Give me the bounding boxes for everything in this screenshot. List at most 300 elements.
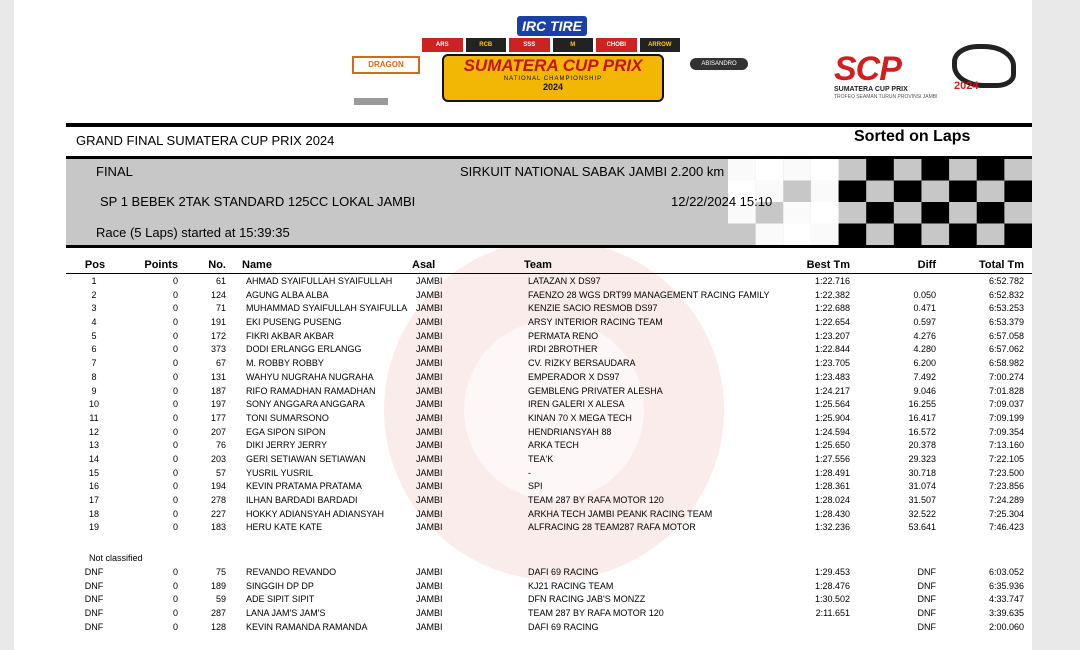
cell-name: RIFO RAMADHAN RAMADHAN bbox=[246, 385, 376, 396]
cell-team: KINAN 70 X MEGA TECH bbox=[528, 412, 632, 423]
cell-total: 2:00.060 bbox=[988, 621, 1024, 632]
cell-best: 1:28.361 bbox=[814, 481, 850, 492]
cell-name: SINGGIH DP DP bbox=[246, 580, 314, 591]
divider bbox=[66, 245, 1032, 248]
flag-square bbox=[783, 224, 811, 246]
cell-pos: 9 bbox=[91, 385, 97, 396]
cell-pos: 17 bbox=[88, 495, 99, 505]
cell-pos: DNF bbox=[84, 567, 104, 577]
cell-team: PERMATA RENO bbox=[528, 330, 599, 341]
cell-no: 61 bbox=[215, 276, 226, 286]
table-row bbox=[66, 288, 1032, 302]
cell-asal: JAMBI bbox=[416, 608, 443, 619]
table-row bbox=[66, 274, 1032, 288]
cell-total: 7:01.828 bbox=[988, 385, 1024, 396]
cell-no: 183 bbox=[210, 522, 226, 533]
flag-square bbox=[783, 159, 811, 181]
cell-no: 203 bbox=[210, 453, 226, 464]
cell-best: 1:25.904 bbox=[814, 412, 850, 423]
cell-points: 0 bbox=[172, 453, 178, 464]
cell-points: 0 bbox=[172, 412, 178, 423]
not-classified-table bbox=[66, 565, 1032, 633]
table-row bbox=[66, 315, 1032, 329]
scp-logo-year: 2024 bbox=[954, 80, 979, 92]
table-row bbox=[66, 507, 1032, 521]
cell-total: 7:09.354 bbox=[988, 426, 1024, 437]
col-diff: Diff bbox=[917, 259, 936, 271]
cell-asal: JAMBI bbox=[416, 594, 443, 605]
cell-asal: JAMBI bbox=[416, 508, 443, 519]
sumatera-cup-prix-logo bbox=[422, 16, 680, 100]
cell-pos: DNF bbox=[84, 580, 104, 591]
flag-square bbox=[839, 181, 867, 203]
cell-points: 0 bbox=[172, 567, 178, 577]
cell-no: 177 bbox=[210, 412, 226, 423]
cell-total: 6:53.253 bbox=[988, 303, 1024, 314]
event-banner bbox=[442, 54, 664, 102]
cell-diff: 7.492 bbox=[913, 371, 936, 382]
cell-diff: 9.046 bbox=[913, 385, 936, 396]
cell-points: 0 bbox=[172, 608, 178, 619]
cell-best: 1:22.382 bbox=[814, 289, 850, 300]
cell-team: KENZIE SACIO RESMOB DS97 bbox=[528, 303, 658, 314]
cell-pos: 2 bbox=[91, 289, 97, 300]
cell-no: 194 bbox=[210, 481, 226, 492]
cell-total: 7:09.199 bbox=[988, 412, 1024, 423]
cell-name: SONY ANGGARA ANGGARA bbox=[246, 399, 365, 410]
cell-points: 0 bbox=[172, 371, 178, 382]
cell-no: 75 bbox=[215, 567, 226, 577]
sponsor-logo: M bbox=[553, 38, 594, 52]
cell-team: TEA'K bbox=[528, 453, 554, 464]
race-info: Race (5 Laps) started at 15:39:35 bbox=[96, 225, 290, 240]
cell-asal: JAMBI bbox=[416, 344, 443, 355]
flag-square bbox=[1004, 224, 1032, 246]
checkered-flag-icon bbox=[728, 159, 1032, 245]
cell-points: 0 bbox=[172, 289, 178, 300]
cell-total: 7:46.423 bbox=[988, 522, 1024, 533]
event-title: GRAND FINAL SUMATERA CUP PRIX 2024 bbox=[76, 133, 335, 148]
flag-square bbox=[977, 202, 1005, 224]
flag-square bbox=[756, 159, 784, 181]
cell-best: 1:22.654 bbox=[814, 317, 850, 328]
cell-points: 0 bbox=[172, 303, 178, 314]
cell-team: GEMBLENG PRIVATER ALESHA bbox=[528, 385, 663, 396]
col-name: Name bbox=[242, 259, 272, 271]
table-row bbox=[66, 438, 1032, 452]
cell-best: 1:25.650 bbox=[814, 440, 850, 451]
sponsor-logo: RCB bbox=[466, 38, 507, 52]
cell-diff: 0.471 bbox=[913, 303, 936, 314]
cell-best: 1:22.716 bbox=[814, 276, 850, 286]
table-row bbox=[66, 329, 1032, 343]
cell-pos: 5 bbox=[91, 330, 97, 341]
results-body bbox=[66, 274, 1032, 534]
cell-pos: 1 bbox=[91, 276, 97, 286]
cell-diff: 4.276 bbox=[913, 330, 936, 341]
cell-team: ARKHA TECH JAMBI PEANK RACING TEAM bbox=[528, 508, 713, 519]
cell-pos: 19 bbox=[88, 522, 99, 533]
cell-best: 1:25.564 bbox=[814, 399, 850, 410]
cell-asal: JAMBI bbox=[416, 426, 443, 437]
sponsor-logo: CHOBI bbox=[596, 38, 637, 52]
cell-diff: 29.323 bbox=[908, 453, 936, 464]
cell-name: DODI ERLANGG ERLANGG bbox=[246, 344, 362, 355]
not-classified-label: Not classified bbox=[89, 553, 143, 563]
cell-diff: 0.050 bbox=[913, 289, 936, 300]
col-best: Best Tm bbox=[806, 259, 850, 271]
cell-diff: 16.255 bbox=[908, 399, 936, 410]
cell-best: 1:23.483 bbox=[814, 371, 850, 382]
cell-diff: 32.522 bbox=[908, 508, 936, 519]
cell-total: 6:03.052 bbox=[988, 567, 1024, 577]
cell-asal: JAMBI bbox=[416, 330, 443, 341]
table-row bbox=[66, 493, 1032, 507]
cell-name: GERI SETIAWAN SETIAWAN bbox=[246, 453, 366, 464]
col-asal: Asal bbox=[412, 259, 436, 271]
cell-total: 7:23.500 bbox=[988, 467, 1024, 478]
cell-pos: 14 bbox=[88, 453, 99, 464]
cell-no: 57 bbox=[215, 467, 226, 478]
col-team: Team bbox=[524, 259, 552, 271]
cell-diff: 4.280 bbox=[913, 344, 936, 355]
cell-points: 0 bbox=[172, 580, 178, 591]
cell-no: 189 bbox=[210, 580, 226, 591]
flag-square bbox=[811, 159, 839, 181]
cell-total: 7:00.274 bbox=[988, 371, 1024, 382]
cell-diff: DNF bbox=[917, 608, 936, 619]
cell-team: ARSY INTERIOR RACING TEAM bbox=[528, 317, 663, 328]
flag-square bbox=[949, 224, 977, 246]
cell-no: 59 bbox=[215, 594, 226, 605]
cell-name: HERU KATE KATE bbox=[246, 522, 323, 533]
cell-name: LANA JAM'S JAM'S bbox=[246, 608, 326, 619]
sponsor-logo: ARS bbox=[422, 38, 463, 52]
cell-pos: 12 bbox=[88, 426, 99, 437]
cell-team: TEAM 287 BY RAFA MOTOR 120 bbox=[528, 608, 664, 619]
cell-pos: 16 bbox=[88, 481, 99, 492]
cell-best: 1:27.556 bbox=[814, 453, 850, 464]
table-row bbox=[66, 592, 1032, 606]
dragon-logo: DRAGON bbox=[352, 56, 420, 74]
cell-name: WAHYU NUGRAHA NUGRAHA bbox=[246, 371, 374, 382]
cell-total: 3:39.635 bbox=[988, 608, 1024, 619]
cell-no: 197 bbox=[210, 399, 226, 410]
cell-pos: 11 bbox=[89, 412, 99, 423]
cell-team: EMPERADOR X DS97 bbox=[528, 371, 620, 382]
results-page bbox=[14, 0, 1032, 650]
cell-points: 0 bbox=[172, 508, 178, 519]
cell-diff: 31.507 bbox=[908, 495, 936, 505]
cell-asal: JAMBI bbox=[416, 453, 443, 464]
flag-square bbox=[756, 224, 784, 246]
cell-best: 1:30.502 bbox=[814, 594, 850, 605]
table-row bbox=[66, 425, 1032, 439]
cell-no: 76 bbox=[215, 440, 226, 451]
cell-no: 227 bbox=[210, 508, 226, 519]
cell-team: LATAZAN X DS97 bbox=[528, 276, 601, 286]
cell-total: 6:52.832 bbox=[988, 289, 1024, 300]
flag-square bbox=[811, 181, 839, 203]
cell-no: 207 bbox=[210, 426, 226, 437]
results-table bbox=[66, 257, 1032, 534]
cell-pos: 7 bbox=[91, 358, 97, 369]
flag-square bbox=[728, 159, 756, 181]
flag-square bbox=[921, 202, 949, 224]
cell-total: 6:57.058 bbox=[988, 330, 1024, 341]
cell-points: 0 bbox=[172, 276, 178, 286]
cell-pos: DNF bbox=[84, 608, 104, 619]
cell-asal: JAMBI bbox=[416, 467, 443, 478]
cell-diff: DNF bbox=[917, 594, 936, 605]
cell-name: DIKI JERRY JERRY bbox=[246, 440, 328, 451]
cell-total: 7:23.856 bbox=[988, 481, 1024, 492]
cell-asal: JAMBI bbox=[416, 385, 443, 396]
flag-square bbox=[894, 224, 922, 246]
flag-square bbox=[783, 202, 811, 224]
cell-points: 0 bbox=[172, 358, 178, 369]
cell-team: CV. RIZKY BERSAUDARA bbox=[528, 358, 636, 369]
cell-asal: JAMBI bbox=[416, 303, 443, 314]
table-row bbox=[66, 520, 1032, 534]
cell-asal: JAMBI bbox=[416, 440, 443, 451]
cell-best: 1:22.844 bbox=[814, 344, 850, 355]
cell-no: 131 bbox=[210, 371, 226, 382]
cell-asal: JAMBI bbox=[416, 621, 443, 632]
banner-title: SUMATERA CUP PRIX bbox=[463, 56, 643, 75]
cell-no: 172 bbox=[210, 330, 226, 341]
cell-name: ADE SIPIT SIPIT bbox=[246, 594, 315, 605]
cell-best: 1:32.236 bbox=[814, 522, 850, 533]
cell-no: 373 bbox=[210, 344, 226, 355]
flag-square bbox=[866, 202, 894, 224]
table-row bbox=[66, 606, 1032, 620]
flag-square bbox=[811, 224, 839, 246]
irc-tire-logo: IRC TIRE bbox=[517, 16, 587, 36]
cell-points: 0 bbox=[172, 481, 178, 492]
table-row bbox=[66, 301, 1032, 315]
cell-total: 4:33.747 bbox=[988, 594, 1024, 605]
cell-asal: JAMBI bbox=[416, 289, 443, 300]
cell-team: DFN RACING JAB'S MONZZ bbox=[528, 594, 646, 605]
scp-logo-tagline: TROFEO SEAMAN TURUN PROVINSI JAMBI bbox=[834, 94, 938, 100]
cell-best: 2:11.651 bbox=[815, 608, 850, 619]
cell-pos: 6 bbox=[91, 344, 97, 355]
cell-asal: JAMBI bbox=[416, 481, 443, 492]
col-pos: Pos bbox=[84, 259, 106, 271]
banner-year: 2024 bbox=[542, 82, 564, 92]
flag-square bbox=[811, 202, 839, 224]
cell-diff: 30.718 bbox=[908, 467, 936, 478]
table-header bbox=[66, 257, 1032, 274]
table-row bbox=[66, 579, 1032, 593]
cell-diff: 31.074 bbox=[908, 481, 936, 492]
cell-asal: JAMBI bbox=[416, 567, 443, 577]
cell-asal: JAMBI bbox=[416, 522, 443, 533]
cell-no: 278 bbox=[210, 495, 226, 505]
cell-diff: DNF bbox=[917, 567, 936, 577]
cell-best: 1:28.491 bbox=[814, 467, 850, 478]
cell-total: 6:57.062 bbox=[988, 344, 1024, 355]
cell-total: 6:53.379 bbox=[988, 317, 1024, 328]
session-name: FINAL bbox=[96, 164, 133, 179]
cell-team: KJ21 RACING TEAM bbox=[528, 580, 614, 591]
cell-name: KEVIN RAMANDA RAMANDA bbox=[246, 621, 368, 632]
cell-team: IREN GALERI X ALESA bbox=[528, 399, 625, 410]
flag-square bbox=[949, 181, 977, 203]
cell-total: 7:25.304 bbox=[988, 508, 1024, 519]
cell-pos: 15 bbox=[88, 467, 99, 478]
cell-diff: 20.378 bbox=[908, 440, 936, 451]
race-datetime: 12/22/2024 15:10 bbox=[671, 194, 773, 209]
race-class: SP 1 BEBEK 2TAK STANDARD 125CC LOKAL JAMBI bbox=[100, 194, 416, 209]
cell-total: 7:13.160 bbox=[988, 440, 1024, 451]
cell-asal: JAMBI bbox=[416, 371, 443, 382]
cell-asal: JAMBI bbox=[416, 412, 443, 423]
small-logo bbox=[354, 98, 388, 105]
circuit-name: SIRKUIT NATIONAL SABAK JAMBI 2.200 km bbox=[460, 164, 725, 179]
table-row bbox=[66, 620, 1032, 634]
cell-points: 0 bbox=[172, 399, 178, 410]
cell-pos: DNF bbox=[84, 594, 104, 605]
banner-subtitle: NATIONAL CHAMPIONSHIP bbox=[503, 76, 603, 82]
cell-total: 6:35.936 bbox=[988, 580, 1024, 591]
cell-points: 0 bbox=[172, 594, 178, 605]
cell-no: 187 bbox=[210, 385, 226, 396]
cell-diff: 0.597 bbox=[913, 317, 936, 328]
flag-square bbox=[866, 159, 894, 181]
cell-no: 128 bbox=[210, 621, 226, 632]
col-no: No. bbox=[208, 259, 226, 271]
cell-name: KEVIN PRATAMA PRATAMA bbox=[246, 481, 362, 492]
cell-name: AGUNG ALBA ALBA bbox=[246, 289, 329, 300]
table-row bbox=[66, 479, 1032, 493]
cell-pos: 18 bbox=[88, 508, 99, 519]
cell-best: 1:28.430 bbox=[814, 508, 850, 519]
cell-asal: JAMBI bbox=[416, 580, 443, 591]
cell-team: - bbox=[528, 467, 531, 478]
sort-label: Sorted on Laps bbox=[854, 128, 971, 145]
cell-asal: JAMBI bbox=[416, 495, 443, 505]
cell-team: ALFRACING 28 TEAM287 RAFA MOTOR bbox=[528, 522, 696, 533]
table-row bbox=[66, 411, 1032, 425]
table-row bbox=[66, 342, 1032, 356]
col-points: Points bbox=[144, 259, 178, 271]
cell-name: MUHAMMAD SYAIFULLAH SYAIFULLA bbox=[246, 303, 408, 314]
cell-pos: 4 bbox=[91, 317, 97, 328]
cell-best: 1:24.594 bbox=[814, 426, 850, 437]
cell-best: 1:24.217 bbox=[814, 385, 850, 396]
cell-no: 124 bbox=[210, 289, 226, 300]
cell-points: 0 bbox=[172, 522, 178, 533]
cell-no: 191 bbox=[210, 317, 226, 328]
flag-square bbox=[921, 159, 949, 181]
scp-logo bbox=[824, 44, 1014, 100]
cell-best: 1:23.705 bbox=[814, 358, 850, 369]
cell-total: 6:52.782 bbox=[988, 276, 1024, 286]
cell-pos: 3 bbox=[91, 303, 97, 314]
cell-diff: DNF bbox=[917, 621, 936, 632]
cell-name: AHMAD SYAIFULLAH SYAIFULLAH bbox=[246, 276, 393, 286]
cell-best: 1:22.688 bbox=[814, 303, 850, 314]
divider bbox=[66, 123, 1032, 127]
cell-points: 0 bbox=[172, 495, 178, 505]
cell-total: 6:58.982 bbox=[988, 358, 1024, 369]
cell-name: EGA SIPON SIPON bbox=[246, 426, 326, 437]
cell-points: 0 bbox=[172, 317, 178, 328]
table-row bbox=[66, 397, 1032, 411]
cell-points: 0 bbox=[172, 385, 178, 396]
abisandro-logo: ABISANDRO bbox=[690, 58, 748, 70]
cell-points: 0 bbox=[172, 330, 178, 341]
flag-square bbox=[894, 181, 922, 203]
cell-team: DAFI 69 RACING bbox=[528, 621, 599, 632]
cell-points: 0 bbox=[172, 467, 178, 478]
cell-pos: 10 bbox=[88, 399, 99, 410]
cell-team: ARKA TECH bbox=[528, 440, 579, 451]
cell-best: 1:28.476 bbox=[814, 580, 850, 591]
table-row bbox=[66, 370, 1032, 384]
sponsor-logos bbox=[422, 38, 680, 52]
cell-name: EKI PUSENG PUSENG bbox=[246, 317, 342, 328]
cell-no: 71 bbox=[215, 303, 226, 314]
table-row bbox=[66, 384, 1032, 398]
table-row bbox=[66, 356, 1032, 370]
cell-no: 67 bbox=[215, 358, 226, 369]
cell-best: 1:28.024 bbox=[814, 495, 850, 505]
cell-pos: DNF bbox=[84, 621, 104, 632]
cell-team: HENDRIANSYAH 88 bbox=[528, 426, 612, 437]
cell-diff: DNF bbox=[917, 580, 936, 591]
cell-team: DAFI 69 RACING bbox=[528, 567, 599, 577]
flag-square bbox=[1004, 181, 1032, 203]
cell-diff: 53.641 bbox=[908, 522, 936, 533]
cell-team: FAENZO 28 WGS DRT99 MANAGEMENT RACING FAMILY bbox=[528, 289, 770, 300]
cell-no: 287 bbox=[210, 608, 226, 619]
cell-team: IRDI 2BROTHER bbox=[528, 344, 598, 355]
cell-points: 0 bbox=[172, 440, 178, 451]
table-row bbox=[66, 466, 1032, 480]
cell-name: REVANDO REVANDO bbox=[246, 567, 337, 577]
cell-best: 1:23.207 bbox=[814, 330, 850, 341]
cell-name: ILHAN BARDADI BARDADI bbox=[246, 495, 358, 505]
scp-logo-text: SCP bbox=[834, 50, 901, 88]
cell-name: M. ROBBY ROBBY bbox=[246, 358, 324, 369]
cell-name: YUSRIL YUSRIL bbox=[246, 467, 314, 478]
cell-asal: JAMBI bbox=[416, 399, 443, 410]
sponsor-logo: ARROW bbox=[640, 38, 681, 52]
cell-diff: 16.417 bbox=[908, 412, 936, 423]
flag-square bbox=[977, 159, 1005, 181]
scp-logo-subtitle: SUMATERA CUP PRIX bbox=[834, 86, 908, 93]
flag-square bbox=[839, 224, 867, 246]
cell-name: TONI SUMARSONO bbox=[246, 412, 329, 423]
cell-pos: 8 bbox=[91, 371, 97, 382]
cell-name: HOKKY ADIANSYAH ADIANSYAH bbox=[246, 508, 385, 519]
cell-total: 7:22.105 bbox=[988, 453, 1024, 464]
table-row bbox=[66, 452, 1032, 466]
cell-diff: 16.572 bbox=[908, 426, 936, 437]
cell-asal: JAMBI bbox=[416, 358, 443, 369]
table-row bbox=[66, 565, 1032, 579]
cell-pos: 13 bbox=[88, 440, 99, 451]
cell-total: 7:09.037 bbox=[988, 399, 1024, 410]
not-classified-body bbox=[66, 565, 1032, 633]
cell-asal: JAMBI bbox=[416, 276, 443, 286]
col-total: Total Tm bbox=[978, 259, 1024, 271]
sponsor-logo: SSS bbox=[509, 38, 550, 52]
cell-best: 1:29.453 bbox=[814, 567, 850, 577]
